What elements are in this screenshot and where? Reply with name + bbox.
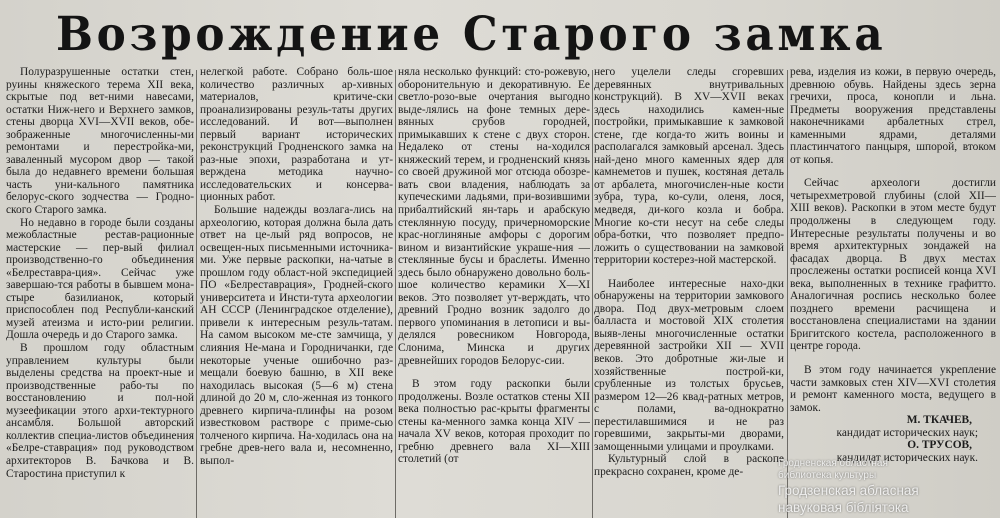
paragraph: Культурный слой в раскопе прекрасно сохранен, кроме де-: [594, 453, 784, 478]
watermark-line: навуковая бібліятэка: [778, 500, 909, 515]
author-title: кандидат исторических наук.: [836, 451, 978, 464]
author-title: кандидат исторических наук;: [836, 426, 978, 439]
column-rule: [196, 70, 197, 518]
paragraph: няла несколько функций: сто-рожевую, оборонительную и декоративную. Ее светло-розо-вые очертания выгодно выде-лялись на фоне темных дере-вянных срубов городней, примыкавших к стене с двух сторон. Недалеко от стены на-ходился княжеский терем, и гродненский князь со своей дружиной мог отсюда обозре-вать свои владения, наблюдать за купеческими ладьями, при-возившими прибалтийский ян-тарь и арабскую стеклянную посуду, причерноморские крас-ноглиняные амфоры с дорогим вином и византийские украше-ния — стеклянные бусы и браслеты. Именно здесь было обнаружено довольно боль-шое количество керамики X—XI веков. Это позволяет ут-верждать, что древний Гродно возник задолго до первого упоминания в летописи и вы-делялся ровесником Новгорода, Слонима, Минска и других древнейших городов Белорус-сии.: [398, 66, 590, 367]
article-column-2: [200, 66, 393, 518]
watermark-line: библиотека культуры: [778, 470, 877, 481]
paragraph: Сейчас археологи достигли четырехметровой глубины (слой XII—XIII веков). Раскопки в этом месте будут продолжены в следующем году. Интересные результаты получены и во время архитектурных зондажей на фасадах дворца. В двух местах прослежены остатки росписей конца XVI века, выполненных в технике графитто. Аналогичная роспись несколько более позднего времени расчищена и восстановлена специалистами на здании Бригитского костела, расположенного в центре города.: [790, 177, 996, 353]
paragraph: него уцелели следы сгоревших деревянных внутривальных конструкций). В XV—XVII веках здесь находились камен-ные постройки, примыкавшие к замковой стене, где когда-то жить воины и располагался замковый арсенал. Здесь най-дено много каменных ядер для камнеметов и пушек, костяная деталь от арбалета, многочислен-ные кости зубра, тура, ко-сули, оленя, лося, медведя, ди-кого козла и бобра. Многие ко-сти несут на себе следы обра-ботки, что позволяет предпо-ложить о существовании на замковой территории костерез-ной мастерской.: [594, 66, 784, 267]
paragraph: В этом году раскопки были продолжены. Возле остатков стены XII века полностью рас-крыты фрагменты стены ка-менного замка конца XIV — начала XV веков, которая проходит по гребню древнего вала XI—XIII столетий (от: [398, 378, 590, 466]
article-column-5: [790, 66, 996, 518]
paragraph: Полуразрушенные остатки стен, руины княжеского терема XII века, скрытые под вет-ними навесами, остатки Ниж-него и Верхнего замков, стены дворца XVI—XVII веков, обе-зображенные многочисленны-ми ремонтами и перестройка-ми, заваленный мусором двор — такой была до недавнего времени большая часть уни-кального памятника белорус-ского зодчества — Гродно-ского Старого замка.: [6, 66, 194, 217]
watermark-line: Гродненская областная: [778, 458, 888, 469]
paragraph: В этом году начинается укрепление части замковых стен XIV—XVI столетия и ремонт каменного моста, ведущего в замок.: [790, 364, 996, 414]
article-column-4: [594, 66, 784, 518]
paragraph: Наиболее интересные нахо-дки обнаружены на территории замкового двора. Под двух-метровым слоем балласта и мостовой XIX столетия выяв-лены многочисленные остатки деревянной застройки XII — XVII веков. Это добротные жи-лые и хозяйственные построй-ки, срубленные из толстых брусьев, размером 12—26 квад-ратных метров, с полами, ва-однократно перестилавшимися и не раз горевшими, закрыты-ми дворами, замощенными улицами и проулками.: [594, 277, 784, 453]
article-column-3: [398, 66, 590, 518]
paragraph: рева, изделия из кожи, в первую очередь, древнюю обувь. Найдены здесь зерна гречихи, проса, конопли и льна. Предметы вооружения представлены наконечниками арбалетных стрел, каменными ядрами, деталями пластинчатого панцыря, шпорой, втоком от копья.: [790, 66, 996, 166]
author-name: О. ТРУСОВ,: [907, 439, 972, 452]
paragraph: В прошлом году областным управлением культуры были выделены средства на проект-ные и производственные рабо-ты по восстановлению и пол-ной музеефикации этого архи-тектурного ансамбля. Большой авторский коллектив специа-листов объединения «Белре-ставрация» под руководством архитекторов В. Бачкова и В. Старостина приступил к: [6, 342, 194, 480]
column-rule: [395, 70, 396, 518]
article-headline: Возрождение Старого замка: [56, 7, 887, 62]
article-column-1: [6, 66, 194, 518]
paragraph: нелегкой работе. Собрано боль-шое количество различных ар-хивных материалов, критиче-ски проанализированы резуль-таты других исследований. И вот—выполнен первый вариант исторических реконструкций Гродненского замка на раз-ные эпохи, разработана и ут-верждена методика научно-исследовательских и консерва-ционных работ.: [200, 66, 393, 204]
watermark-line: Гродзенская абласная: [778, 483, 919, 498]
column-rule: [787, 70, 788, 518]
paragraph: Но недавно в городе были созданы межобластные рестав-рационные мастерские — пер-вый филиал производственно-го объединения «Белреставра-ция». Сейчас уже завершаю-тся работы в бывшем мона-стыре базилианок, который приспособлен под Республи-канский музей атеизма и исто-рии религии. Дошла очередь и до Старого замка.: [6, 216, 194, 342]
author-name: М. ТКАЧЕВ,: [906, 414, 972, 427]
paragraph: Большие надежды возлага-лись на археологию, которая должна была дать ответ на це-лый ряд вопросов, не освещен-ных письменными источника-ми. Уже первые раскопки, на-чатые в прошлом году област-ной экспедицией ПО «Белреставрация», Гродней-ского университета и Инсти-тута археологии АН СССР (Ленинградское отделение), привели к интересным резуль-татам. На самом высоком ме-сте замчища, у слияния Не-мана и Городничанки, где некоторые ученые ошибочно раз-мещали боевую башню, в XII веке находилась высокая (5—6 м) стена длиной до 20 м, сло-женная из тонкого древнего кирпича-плинфы на розом известковом растворе с приме-сью толченого кирпича. На-ходилась она на гребне древ-него вала и, несомненно, выпол-: [200, 204, 393, 467]
column-rule: [592, 70, 593, 518]
